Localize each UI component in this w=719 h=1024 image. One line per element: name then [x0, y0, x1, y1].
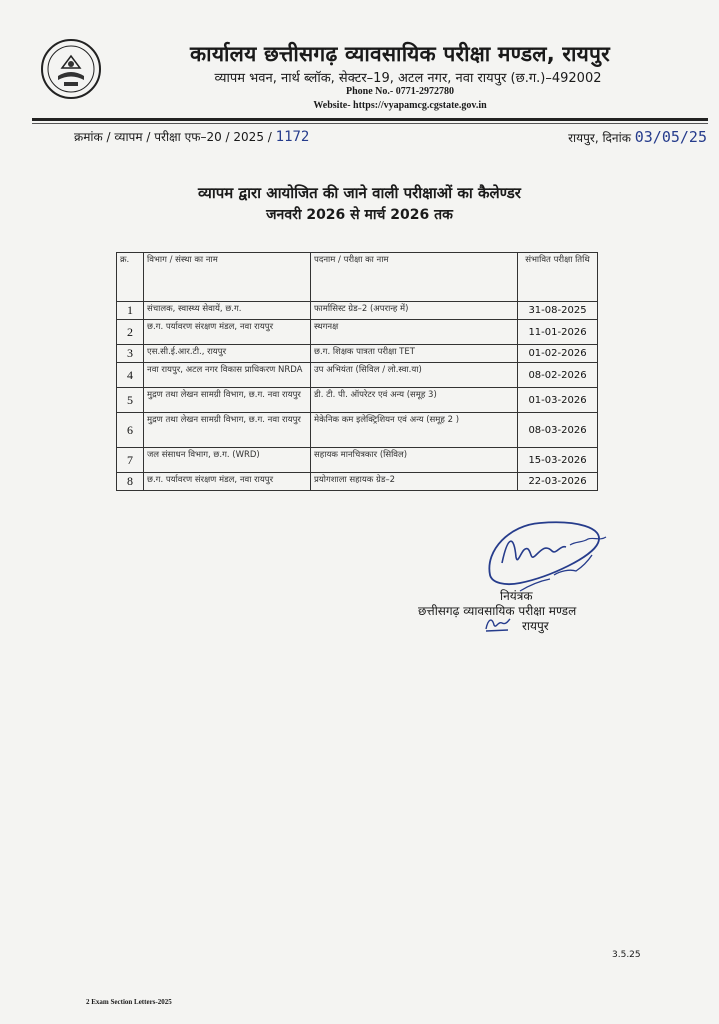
row-department: छ.ग. पर्यावरण संरक्षण मंडल, नवा रायपुर — [144, 320, 311, 345]
row-serial: 2 — [117, 320, 144, 345]
header-divider-thin — [32, 123, 708, 124]
row-date: 22-03-2026 — [518, 473, 598, 491]
table-row — [117, 363, 598, 388]
table-row — [117, 345, 598, 363]
row-department: संचालक, स्वास्थ्य सेवायें, छ.ग. — [144, 302, 311, 320]
reference-line — [74, 128, 309, 145]
organization-address: व्यापम भवन, नार्थ ब्लॉक, सेक्टर–19, अटल नगर, नवा रायपुर (छ.ग.)–492002 — [214, 71, 602, 86]
row-exam: फार्मासिस्ट ग्रेड–2 (अपरान्ह में) — [311, 302, 518, 320]
row-serial: 3 — [117, 345, 144, 363]
signatory-city: रायपुर — [522, 619, 549, 633]
row-exam: छ.ग. शिक्षक पात्रता परीक्षा TET — [311, 345, 518, 363]
table-row — [117, 448, 598, 473]
row-date: 31-08-2025 — [518, 302, 598, 320]
table-header-row — [117, 253, 598, 302]
row-date: 08-02-2026 — [518, 363, 598, 388]
calendar-subheading: जनवरी 2026 से मार्च 2026 तक — [266, 207, 453, 223]
organization-phone: Phone No.- 0771-2972780 — [345, 86, 455, 97]
row-serial: 6 — [117, 413, 144, 448]
column-header-department: विभाग / संस्था का नाम — [144, 253, 311, 302]
controller-signature — [480, 505, 630, 595]
date-line — [568, 128, 707, 146]
table-row — [117, 473, 598, 491]
row-date: 11-01-2026 — [518, 320, 598, 345]
date-prefix: रायपुर, दिनांक — [568, 131, 631, 145]
table-row — [117, 320, 598, 345]
row-exam: मेकेनिक कम इलेक्ट्रिशियन एवं अन्य (समूह 2 ) — [311, 413, 518, 448]
row-department: नवा रायपुर, अटल नगर विकास प्राधिकरण NRDA — [144, 363, 311, 388]
organization-title: कार्यालय छत्तीसगढ़ व्यावसायिक परीक्षा मण्डल, रायपुर — [190, 42, 610, 66]
row-department: छ.ग. पर्यावरण संरक्षण मंडल, नवा रायपुर — [144, 473, 311, 491]
column-header-serial: क्र. — [117, 253, 144, 302]
table-row — [117, 413, 598, 448]
table-row — [117, 302, 598, 320]
row-exam: स्थगनक्ष — [311, 320, 518, 345]
row-date: 01-02-2026 — [518, 345, 598, 363]
row-serial: 7 — [117, 448, 144, 473]
row-exam: प्रयोगशाला सहायक ग्रेड–2 — [311, 473, 518, 491]
table-row — [117, 388, 598, 413]
footer-label: 2 Exam Section Letters-2025 — [86, 998, 172, 1006]
row-department: एस.सी.ई.आर.टी., रायपुर — [144, 345, 311, 363]
row-department: जल संसाधन विभाग, छ.ग. (WRD) — [144, 448, 311, 473]
exam-calendar-table — [116, 252, 598, 491]
row-serial: 8 — [117, 473, 144, 491]
row-date: 01-03-2026 — [518, 388, 598, 413]
organization-website: Website- https://vyapamcg.cgstate.gov.in — [313, 100, 487, 111]
row-date: 15-03-2026 — [518, 448, 598, 473]
column-header-exam: पदनाम / परीक्षा का नाम — [311, 253, 518, 302]
row-department: मुद्रण तथा लेखन सामग्री विभाग, छ.ग. नवा रायपुर — [144, 413, 311, 448]
row-exam: डी. टी. पी. ऑपरेटर एवं अन्य (समूह 3) — [311, 388, 518, 413]
row-date: 08-03-2026 — [518, 413, 598, 448]
initial-mark — [484, 615, 512, 633]
signatory-organization: छत्तीसगढ़ व्यावसायिक परीक्षा मण्डल — [418, 604, 577, 618]
vyapam-logo-seal — [40, 38, 102, 100]
letter-date: 03/05/25 — [634, 128, 707, 146]
signatory-title: नियंत्रक — [500, 589, 533, 603]
reference-number: 1172 — [275, 129, 310, 145]
row-serial: 4 — [117, 363, 144, 388]
calendar-heading: व्यापम द्वारा आयोजित की जाने वाली परीक्षाओं का कैलेण्डर — [198, 184, 521, 202]
header-divider — [32, 118, 708, 121]
bottom-date-note: 3.5.25 — [612, 950, 641, 960]
row-exam: उप अभियंता (सिविल / लो.स्वा.या) — [311, 363, 518, 388]
column-header-date: संभावित परीक्षा तिथि — [518, 253, 598, 302]
reference-prefix: क्रमांक / व्यापम / परीक्षा एफ–20 / 2025 / — [74, 130, 272, 144]
row-department: मुद्रण तथा लेखन सामग्री विभाग, छ.ग. नवा रायपुर — [144, 388, 311, 413]
row-exam: सहायक मानचित्रकार (सिविल) — [311, 448, 518, 473]
row-serial: 1 — [117, 302, 144, 320]
row-serial: 5 — [117, 388, 144, 413]
